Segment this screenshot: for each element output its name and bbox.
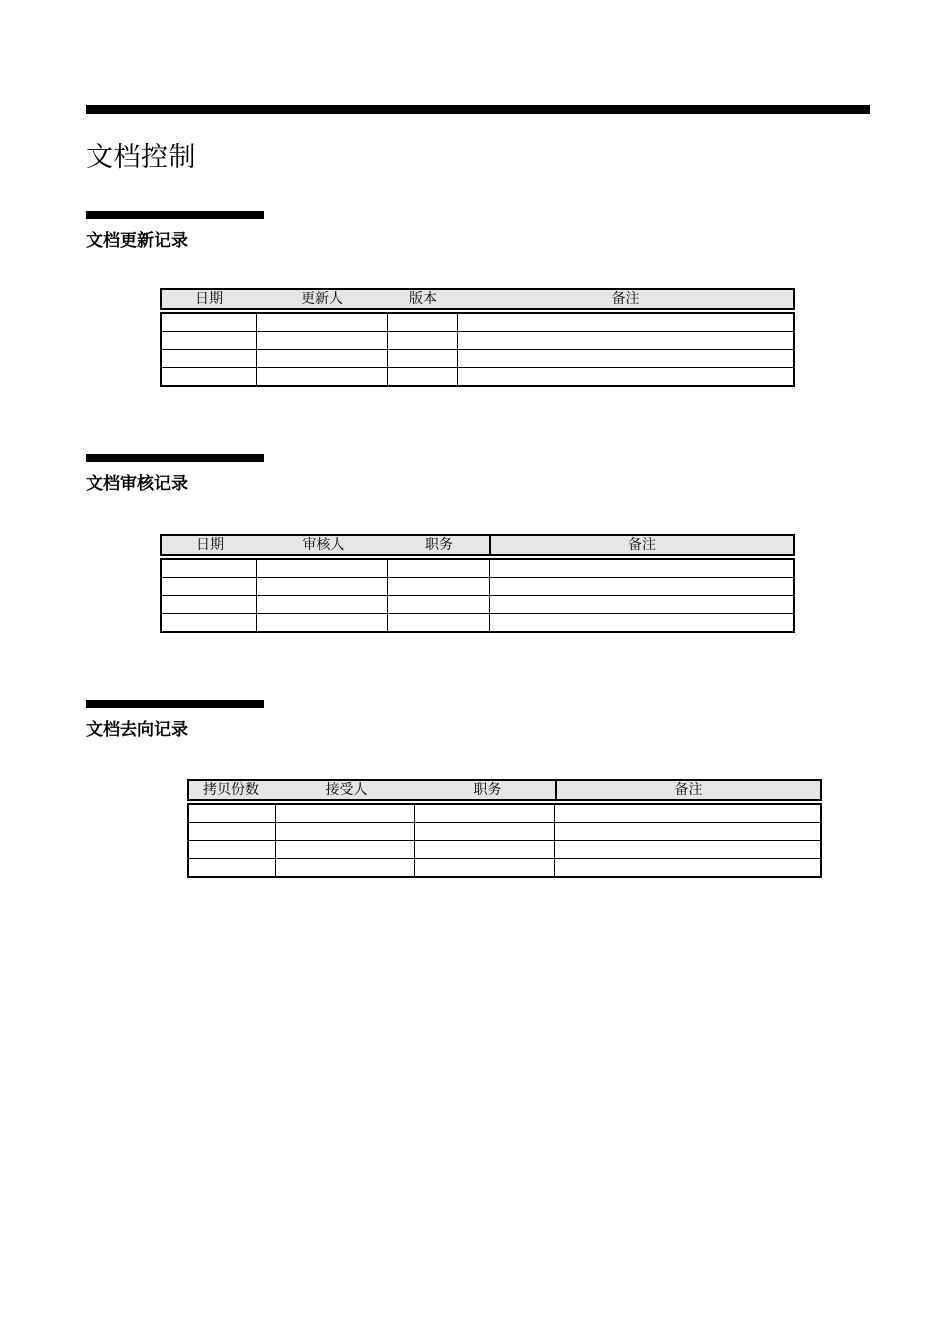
table-cell[interactable] — [162, 578, 256, 595]
table-cell[interactable] — [457, 314, 793, 331]
table-row — [162, 578, 793, 596]
table-header — [160, 534, 795, 556]
table-row — [162, 596, 793, 614]
table-cell[interactable] — [162, 332, 256, 349]
table-cell[interactable] — [162, 314, 256, 331]
table-cell[interactable] — [387, 578, 489, 595]
header-cell-date: 日期 — [195, 291, 223, 307]
table-cell[interactable] — [256, 368, 387, 386]
table-row — [189, 841, 820, 859]
table-body — [160, 558, 795, 633]
header-cell-remarks: 备注 — [555, 781, 820, 799]
table-cell[interactable] — [162, 614, 256, 632]
table-cell[interactable] — [256, 560, 387, 577]
table-row — [162, 560, 793, 578]
header-cell-position: 职务 — [473, 782, 502, 798]
table-row — [162, 368, 793, 386]
table-cell[interactable] — [489, 578, 793, 595]
table-body — [160, 312, 795, 387]
table-cell[interactable] — [554, 823, 820, 840]
table-cell[interactable] — [457, 368, 793, 386]
header-cell-reviewer: 审核人 — [302, 537, 345, 553]
table-cell[interactable] — [162, 560, 256, 577]
table-row — [189, 859, 820, 877]
section-rule-update — [86, 211, 264, 219]
update-record-table — [160, 288, 795, 387]
section-rule-review — [86, 454, 264, 462]
header-cell-date: 日期 — [196, 537, 224, 553]
table-row — [162, 314, 793, 332]
header-cell-position: 职务 — [425, 537, 453, 553]
section-title-update: 文档更新记录 — [86, 231, 188, 251]
table-cell[interactable] — [275, 859, 414, 877]
header-cell-remarks: 备注 — [489, 536, 793, 554]
table-row — [162, 350, 793, 368]
table-cell[interactable] — [162, 596, 256, 613]
table-cell[interactable] — [489, 560, 793, 577]
table-cell[interactable] — [275, 823, 414, 840]
table-cell[interactable] — [256, 596, 387, 613]
table-header — [160, 288, 795, 310]
table-cell[interactable] — [387, 314, 457, 331]
table-cell[interactable] — [162, 368, 256, 386]
table-cell[interactable] — [189, 823, 275, 840]
table-cell[interactable] — [387, 596, 489, 613]
page-title: 文档控制 — [86, 142, 196, 174]
table-cell[interactable] — [189, 805, 275, 822]
table-cell[interactable] — [387, 332, 457, 349]
table-cell[interactable] — [489, 614, 793, 632]
table-body — [187, 803, 822, 878]
table-row — [162, 332, 793, 350]
table-cell[interactable] — [414, 805, 554, 822]
table-cell[interactable] — [554, 805, 820, 822]
table-cell[interactable] — [256, 350, 387, 367]
table-cell[interactable] — [414, 823, 554, 840]
table-cell[interactable] — [162, 350, 256, 367]
table-cell[interactable] — [554, 859, 820, 877]
table-cell[interactable] — [554, 841, 820, 858]
table-cell[interactable] — [387, 560, 489, 577]
section-title-review: 文档审核记录 — [86, 474, 188, 494]
top-rule — [86, 105, 870, 114]
table-cell[interactable] — [256, 614, 387, 632]
table-cell[interactable] — [457, 332, 793, 349]
table-cell[interactable] — [256, 578, 387, 595]
table-cell[interactable] — [414, 841, 554, 858]
table-cell[interactable] — [387, 614, 489, 632]
table-row — [189, 805, 820, 823]
table-cell[interactable] — [275, 841, 414, 858]
table-cell[interactable] — [457, 350, 793, 367]
header-cell-version: 版本 — [409, 291, 437, 307]
table-cell[interactable] — [275, 805, 414, 822]
section-rule-distribution — [86, 700, 264, 708]
table-cell[interactable] — [189, 859, 275, 877]
table-cell[interactable] — [189, 841, 275, 858]
header-cell-recipient: 接受人 — [325, 782, 368, 798]
table-cell[interactable] — [256, 314, 387, 331]
review-record-table — [160, 534, 795, 633]
table-cell[interactable] — [387, 368, 457, 386]
header-cell-updater: 更新人 — [301, 291, 343, 307]
table-cell[interactable] — [387, 350, 457, 367]
header-cell-copies: 拷贝份数 — [203, 782, 259, 798]
table-header — [187, 779, 822, 801]
header-cell-remarks: 备注 — [611, 291, 640, 307]
section-title-distribution: 文档去向记录 — [86, 720, 188, 740]
table-row — [162, 614, 793, 632]
table-cell[interactable] — [489, 596, 793, 613]
table-cell[interactable] — [256, 332, 387, 349]
distribution-record-table — [187, 779, 822, 878]
table-row — [189, 823, 820, 841]
table-cell[interactable] — [414, 859, 554, 877]
